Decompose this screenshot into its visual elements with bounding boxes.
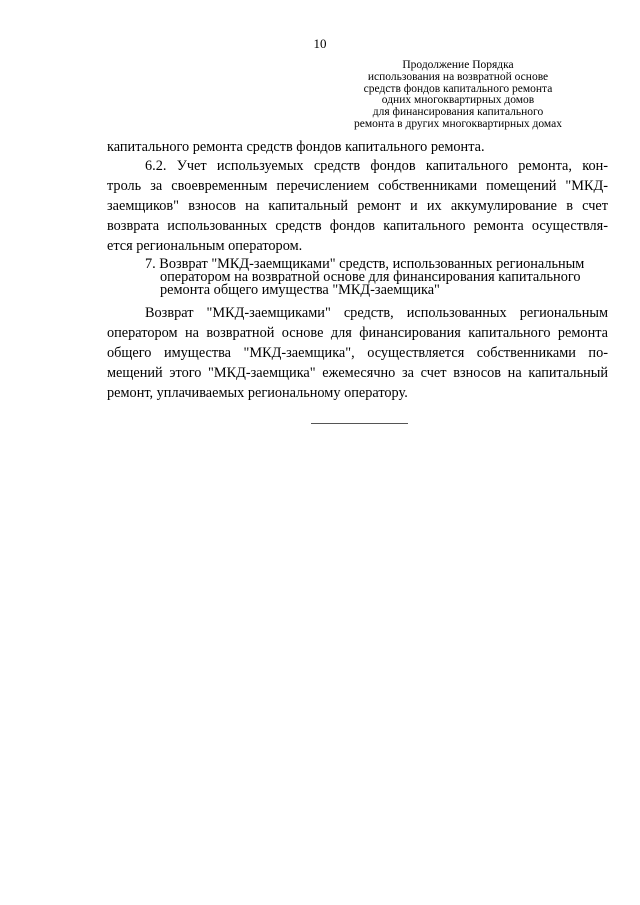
heading-line: ремонта общего имущества "МКД-заемщика" — [160, 282, 440, 298]
document-header — [308, 60, 608, 131]
end-separator-line — [311, 423, 408, 424]
paragraph-line: ремонт, уплачиваемых региональному оператору. — [107, 385, 408, 401]
paragraph-line: 6.2. Учет используемых средств фондов капитального ремонта, кон- — [145, 158, 608, 174]
header-line: Продолжение Порядка — [402, 59, 514, 71]
header-line: средств фондов капитального ремонта — [363, 82, 553, 95]
paragraph-line: троль за своевременным перечислением собственниками помещений "МКД- — [107, 178, 608, 194]
paragraph-line: возврата использованных средств фондов капитального ремонта осуществля- — [107, 218, 608, 234]
paragraph-line: заемщиков" взносов на капитальный ремонт и их аккумулирование в счет — [107, 198, 608, 214]
paragraph-section-7 — [107, 303, 608, 403]
header-line: ремонта в других многоквартирных домах — [354, 117, 562, 130]
paragraph-line: общего имущества "МКД-заемщика", осуществляется собственниками по- — [107, 345, 608, 361]
heading-line: оператором на возвратной основе для финансирования капитального — [160, 269, 581, 285]
page-number: 10 — [313, 36, 327, 51]
paragraph-line: ется региональным оператором. — [107, 238, 303, 254]
paragraph-6-2 — [107, 156, 608, 256]
paragraph-line: мещений этого "МКД-заемщика" ежемесячно за счет взносов на капитальный — [107, 365, 608, 381]
paragraph-continuation: капитального ремонта средств фондов капитального ремонта. — [107, 139, 485, 155]
header-line: для финансирования капитального — [372, 106, 544, 119]
header-line: одних многоквартирных домов — [381, 94, 535, 107]
heading-line: 7. Возврат "МКД-заемщиками" средств, использованных региональным — [145, 256, 585, 272]
header-line: использования на возвратной основе — [367, 70, 549, 83]
section-7-heading — [145, 258, 615, 297]
paragraph-line: Возврат "МКД-заемщиками" средств, использованных региональным — [145, 305, 608, 321]
paragraph-line: оператором на возвратной основе для финансирования капитального ремонта — [107, 325, 608, 341]
